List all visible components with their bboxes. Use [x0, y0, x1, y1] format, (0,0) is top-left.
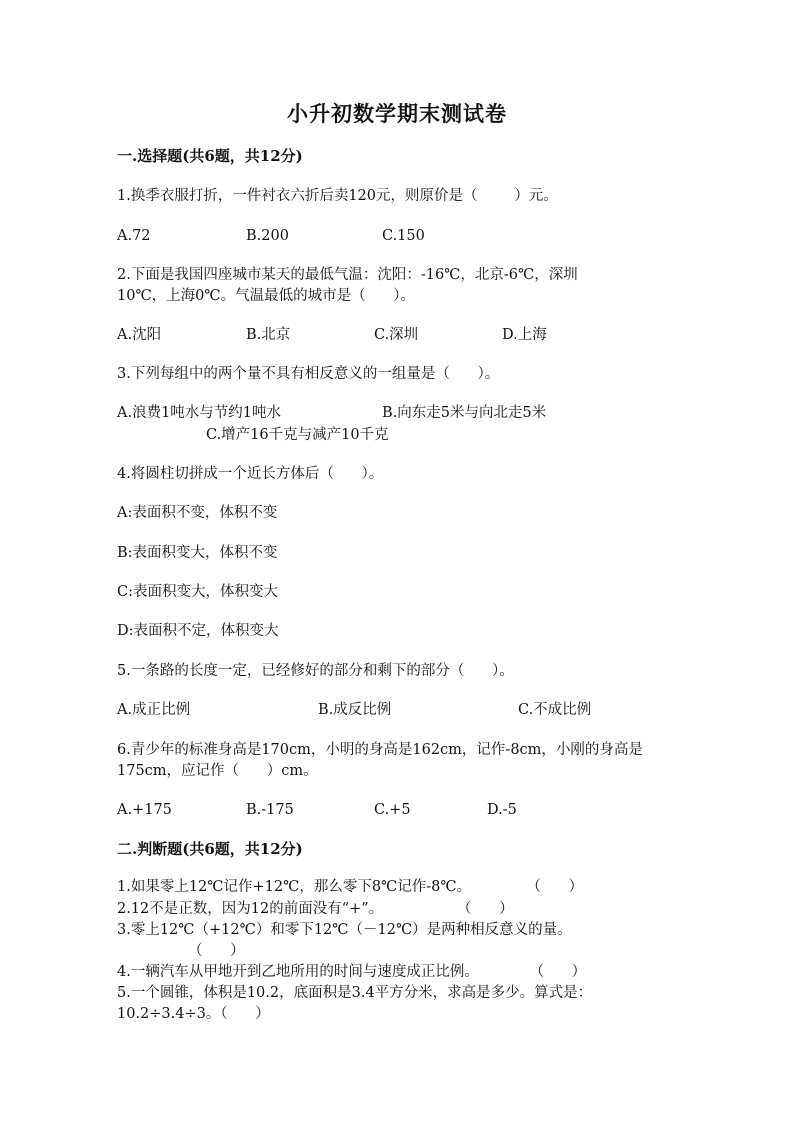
page-title: 小升初数学期末测试卷 — [287, 101, 507, 126]
judgment-item-2: 2.12不是正数，因为12的前面没有“+”。 （ ） — [117, 901, 514, 917]
question-2-option-b: B.北京 — [246, 327, 291, 343]
question-1-option-c: C.150 — [382, 228, 425, 244]
question-2-line-2: 10℃，上海0℃。气温最低的城市是（ ）。 — [117, 288, 416, 304]
judgment-item-5-line-1: 5.一个圆锥，体积是10.2，底面积是3.4平方分米，求高是多少。算式是： — [117, 985, 593, 1001]
question-6-option-a: A.+175 — [117, 802, 172, 818]
question-1-text: 1.换季衣服打折，一件衬衣六折后卖120元，则原价是（ ）元。 — [117, 188, 558, 204]
section-heading-choice: 一.选择题(共6题，共12分) — [117, 147, 303, 165]
question-5-option-c: C.不成比例 — [518, 702, 592, 718]
judgment-item-3: 3.零上12℃（+12℃）和零下12℃（－12℃）是两种相反意义的量。 — [117, 922, 572, 938]
question-5-option-b: B.成反比例 — [318, 702, 392, 718]
judgment-item-4: 4.一辆汽车从甲地开到乙地所用的时间与速度成正比例。 （ ） — [117, 964, 587, 980]
question-4-option-d: D:表面积不定，体积变大 — [117, 623, 279, 639]
question-3-option-c: C.增产16千克与减产10千克 — [206, 427, 389, 443]
section-heading-judgment: 二.判断题(共6题，共12分) — [117, 840, 303, 858]
question-3-text: 3.下列每组中的两个量不具有相反意义的一组量是（ ）。 — [117, 366, 500, 382]
question-5-text: 5.一条路的长度一定，已经修好的部分和剩下的部分（ ）。 — [117, 663, 514, 679]
question-4-option-c: C:表面积变大，体积变大 — [117, 584, 278, 600]
question-5-option-a: A.成正比例 — [117, 702, 191, 718]
question-6-option-d: D.-5 — [487, 802, 517, 818]
question-4-text: 4.将圆柱切拼成一个近长方体后（ ）。 — [117, 466, 384, 482]
question-2-line-1: 2.下面是我国四座城市某天的最低气温：沈阳：-16℃，北京-6℃，深圳 — [117, 267, 578, 283]
question-1-option-b: B.200 — [246, 228, 289, 244]
question-1-option-a: A.72 — [117, 228, 151, 244]
question-6-option-c: C.+5 — [374, 802, 411, 818]
question-2-option-c: C.深圳 — [374, 327, 419, 343]
question-2-option-d: D.上海 — [502, 327, 547, 343]
question-3-option-a: A.浪费1吨水与节约1吨水 — [117, 405, 282, 421]
question-2-option-a: A.沈阳 — [117, 327, 162, 343]
question-6-line-1: 6.青少年的标准身高是170cm，小明的身高是162cm，记作-8cm，小刚的身高是 — [117, 742, 643, 758]
question-6-option-b: B.-175 — [246, 802, 294, 818]
question-4-option-a: A:表面积不变，体积不变 — [117, 505, 278, 521]
judgment-item-5-line-2: 10.2÷3.4÷3。（ ） — [117, 1006, 270, 1022]
question-3-option-b: B.向东走5米与向北走5米 — [382, 405, 547, 421]
question-6-line-2: 175cm，应记作（ ）cm。 — [117, 763, 318, 779]
question-4-option-b: B:表面积变大，体积不变 — [117, 545, 278, 561]
judgment-item-3-blank: （ ） — [188, 943, 245, 959]
judgment-item-1: 1.如果零上12℃记作+12℃，那么零下8℃记作-8℃。 （ ） — [117, 879, 584, 895]
